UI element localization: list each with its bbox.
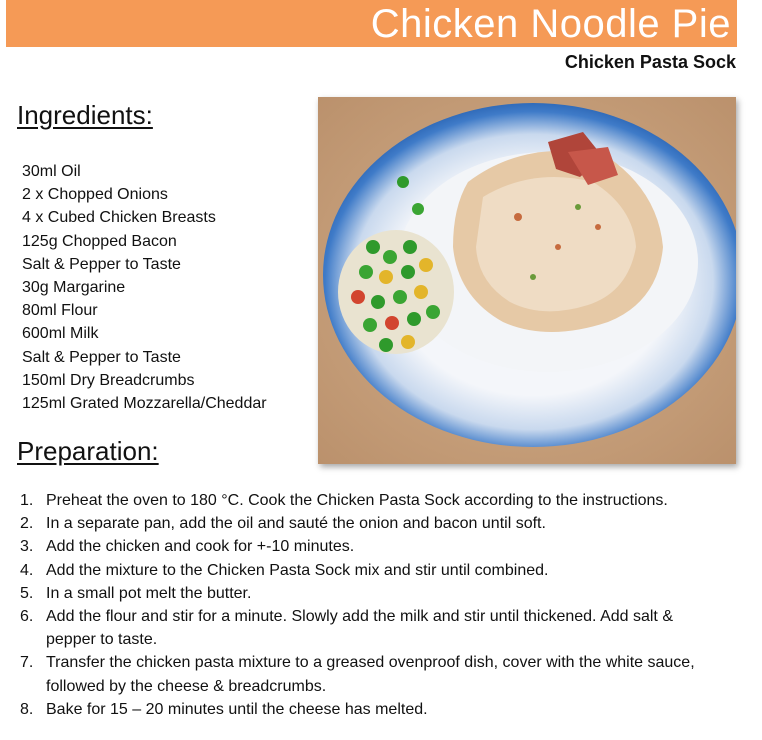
preparation-steps (20, 489, 720, 721)
step-item (20, 651, 720, 697)
ingredient-item: Salt & Pepper to Taste (22, 348, 181, 366)
ingredient-item: 2 x Chopped Onions (22, 186, 168, 204)
step-text: Add the mixture to the Chicken Pasta Sock mix and stir until combined. (46, 561, 549, 579)
step-text: Bake for 15 – 20 minutes until the cheese has melted. (46, 700, 428, 718)
step-item (20, 489, 720, 512)
product-subtitle: Chicken Pasta Sock (564, 52, 736, 72)
preparation-heading: Preparation: (17, 436, 159, 466)
step-text: In a small pot melt the butter. (46, 584, 252, 602)
step-number: 1. (20, 492, 34, 509)
step-number: 8. (20, 700, 34, 718)
ingredients-heading: Ingredients: (17, 100, 153, 130)
ingredient-item: 150ml Dry Breadcrumbs (22, 371, 195, 389)
step-item (20, 535, 720, 558)
dish-photo (318, 97, 736, 464)
step-text: Preheat the oven to 180 °C. Cook the Chicken Pasta Sock according to the instructions. (46, 492, 668, 509)
step-item (20, 512, 720, 535)
page-title: Chicken Noodle Pie (370, 2, 731, 46)
step-number: 7. (20, 654, 34, 672)
step-number: 5. (20, 584, 34, 602)
step-item (20, 582, 720, 605)
ingredient-item: 600ml Milk (22, 325, 99, 343)
step-number: 2. (20, 515, 34, 533)
ingredient-item: 30ml Oil (22, 163, 81, 180)
step-text: In a separate pan, add the oil and sauté the onion and bacon until soft. (46, 515, 546, 533)
ingredient-item: 4 x Cubed Chicken Breasts (22, 209, 216, 227)
step-item (20, 559, 720, 582)
ingredient-item: 125g Chopped Bacon (22, 232, 177, 250)
ingredient-item: Salt & Pepper to Taste (22, 255, 181, 273)
step-text: Add the chicken and cook for +-10 minutes. (46, 538, 355, 556)
step-number: 3. (20, 538, 34, 556)
ingredient-item: 80ml Flour (22, 302, 98, 320)
plate-illustration (318, 97, 736, 464)
ingredient-item: 125ml Grated Mozzarella/Cheddar (22, 395, 267, 413)
ingredient-item: 30g Margarine (22, 279, 126, 297)
title-banner (6, 0, 737, 47)
step-text: Add the flour and stir for a minute. Slowly add the milk and stir until thickened. Add salt & pepper to taste. (46, 608, 673, 649)
ingredients-list (22, 160, 267, 415)
step-number: 6. (20, 608, 34, 626)
step-item (20, 605, 720, 651)
step-item (20, 698, 720, 721)
step-number: 4. (20, 561, 34, 579)
step-text: Transfer the chicken pasta mixture to a greased ovenproof dish, cover with the white sauce, followed by the cheese & breadcrumbs. (46, 654, 695, 695)
